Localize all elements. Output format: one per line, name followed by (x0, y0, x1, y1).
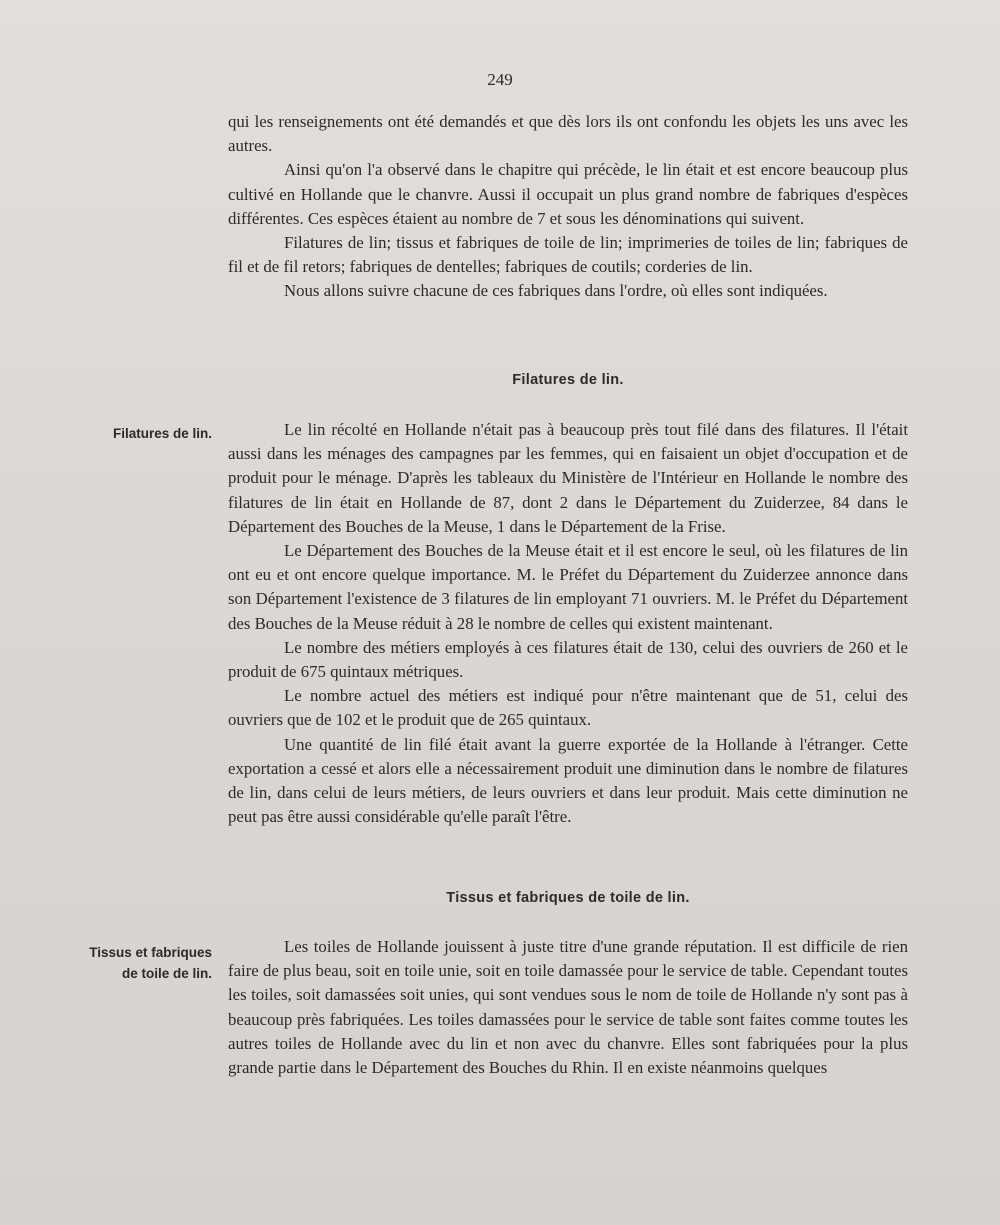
section-paragraph: Le nombre actuel des métiers est indiqué pour n'être maintenant que de 51, celui des ouvriers que de 102 et le produit que de 265 quintaux. (228, 686, 908, 730)
section-heading-tissus: Tissus et fabriques de toile de lin. (446, 890, 690, 906)
section-tissus-text (228, 935, 908, 1080)
margin-note-line: Tissus et fabriques (89, 945, 212, 960)
intro-paragraph: Nous allons suivre chacune de ces fabriques dans l'ordre, où elles sont indiquées. (284, 281, 828, 301)
intro-paragraph-continuation: qui les renseignements ont été demandés et que dès lors ils ont confondu les objets les uns avec les autres. (228, 112, 908, 156)
margin-note-tissus (60, 942, 212, 984)
intro-paragraph: Filatures de lin; tissus et fabriques de toile de lin; imprimeries de toiles de lin; fabriques de fil et de fil retors; fabriques de dentelles; fabriques de coutils; corderies de lin. (228, 233, 908, 277)
intro-paragraph: Ainsi qu'on l'a observé dans le chapitre qui précède, le lin était et est encore beaucoup plus cultivé en Hollande que le chanvre. Aussi il occupait un plus grand nombre de fabriques d'espèces différentes. Ces espèces étaient au nombre de 7 et sous les dénominations qui suivent. (228, 160, 908, 228)
page-number: 249 (487, 70, 513, 89)
section-paragraph: Le nombre des métiers employés à ces filatures était de 130, celui des ouvriers de 260 et le produit de 675 quintaux métriques. (228, 637, 908, 682)
section-paragraph: Le Département des Bouches de la Meuse était et il est encore le seul, où les filatures de lin ont eu et ont encore quelque importance. M. le Préfet du Département du Zuiderzee annonce dans son Département l'existence de 3 filatures de lin employant 71 ouvriers. M. le Préfet du Département des Bouches de la Meuse réduit à 28 le nombre de celles qui existent maintenant. (228, 541, 908, 633)
section-heading-filatures: Filatures de lin. (512, 372, 624, 388)
section-paragraph: Le lin récolté en Hollande n'était pas à beaucoup près tout filé dans des filatures. Il l'était aussi dans les ménages des campagnes par les femmes, qui en faisaient un objet d'occupation et de produit pour le ménage. D'après les tableaux du Ministère de l'Intérieur en Hollande le nombre des filatures de lin était en Hollande de 87, dont 2 dans le Département du Zuiderzee, 84 dans le Département des Bouches de la Meuse, 1 dans le Département de la Frise. (228, 420, 908, 536)
section-paragraph: Les toiles de Hollande jouissent à juste titre d'une grande réputation. Il est difficile de rien faire de plus beau, soit en toile unie, soit en toile damassée pour le service de table. Cependant toutes les toiles, soit damassées soit unies, qui sont vendues sous le nom de toile de Hollande n'y sont pas à beaucoup près fabriquées. Les toiles damassées pour le service de table sont faites comme toutes les autres toiles de Hollande avec du lin et non avec du chanvre. Elles sont fabriquées pour la plus grande partie dans le Département des Bouches du Rhin. Il en existe néanmoins quelques (228, 937, 908, 1078)
intro-text-block (228, 110, 908, 304)
section-filatures-text (228, 418, 908, 829)
section-paragraph: Une quantité de lin filé était avant la guerre exportée de la Hollande à l'étranger. Cette exportation a cessé et alors elle a nécessairement produit une diminution dans le nombre de filatures de lin, dans celui de leurs métiers, de leurs ouvriers et dans leur produit. Mais cette diminution ne peut pas être aussi considérable qu'elle paraît l'être. (228, 734, 908, 827)
margin-note-filatures: Filatures de lin. (112, 426, 212, 441)
margin-note-line: de toile de lin. (121, 966, 212, 981)
